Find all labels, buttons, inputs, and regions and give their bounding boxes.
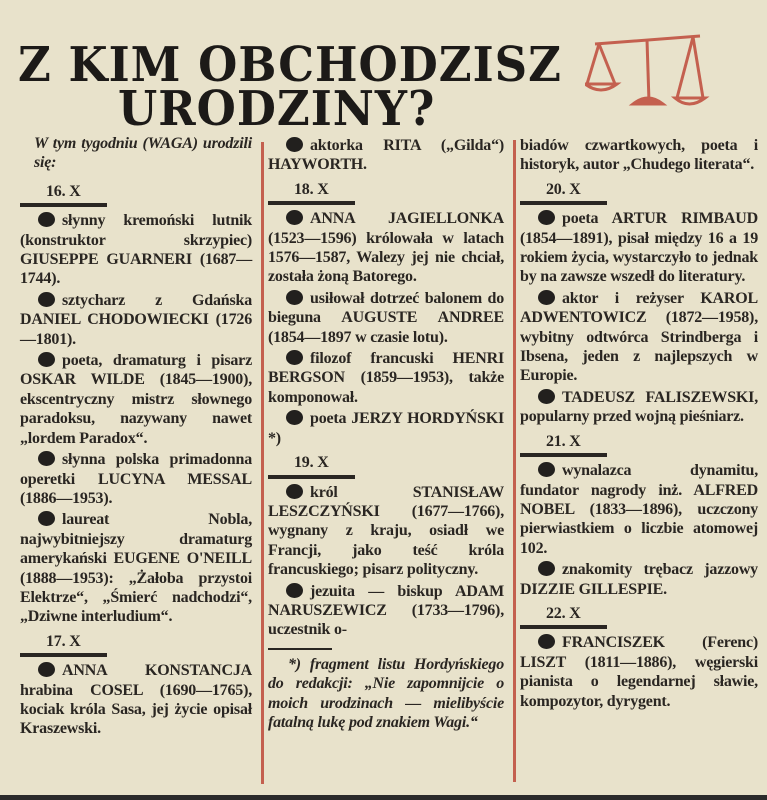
birthday-entry — [20, 211, 252, 289]
bullet-icon — [538, 561, 555, 576]
date-heading: 17. X — [20, 632, 107, 657]
entry-text: znakomity trębacz jazzowy DIZZIE GILLESPIE. — [520, 561, 758, 598]
bullet-icon — [286, 350, 303, 365]
bullet-icon — [286, 484, 303, 499]
libra-scales-icon — [585, 22, 710, 117]
entry-text: usiłował dotrzeć balonem do bieguna AUGUSTE ANDREE (1854—1897 w czasie lotu). — [268, 289, 504, 346]
bullet-icon — [38, 292, 55, 307]
birthday-entry — [20, 661, 252, 739]
footnote-rule — [268, 648, 332, 650]
entry-text: jezuita — biskup ADAM NARUSZEWICZ (1733—1796), uczestnik o- — [268, 582, 504, 639]
entry-text: słynny kremoński lutnik (konstruktor skrzypiec) GIUSEPPE GUARNERI (1687—1744). — [20, 212, 252, 288]
bullet-icon — [286, 210, 303, 225]
headline-line-2: URODZINY? — [118, 80, 436, 137]
birthday-entry — [20, 351, 252, 448]
entry-text: sztycharz z Gdańska DANIEL CHODOWIECKI (1726—1801). — [20, 291, 252, 348]
date-heading: 16. X — [20, 182, 107, 207]
birthday-entry — [20, 510, 252, 626]
birthday-entry — [268, 289, 504, 347]
bullet-icon — [38, 451, 55, 466]
birthday-entry — [520, 388, 758, 427]
bottom-border — [0, 795, 767, 800]
bullet-icon — [38, 352, 55, 367]
bullet-icon — [538, 462, 555, 477]
birthday-entry — [20, 291, 252, 349]
bullet-icon — [286, 137, 303, 152]
entry-text: biadów czwartkowych, poeta i historyk, autor „Chudego literata“. — [520, 137, 758, 174]
birthday-entry — [520, 289, 758, 386]
date-heading: 20. X — [520, 180, 607, 205]
bullet-icon — [38, 662, 55, 677]
entry-text: FRANCISZEK (Ferenc) LISZT (1811—1886), węgierski pianista o legendarnej sławie, kompozytor, dyrygent. — [520, 634, 758, 710]
entry-text: laureat Nobla, najwybitniejszy dramaturg amerykański EUGENE O'NEILL (1888—1953): „Żałoba przystoi Elektrze“, „Śmierć nadchodzi“, „Dziwne interludium“. — [20, 511, 252, 626]
continued-entry — [520, 136, 758, 175]
bullet-icon — [286, 290, 303, 305]
birthday-entry — [268, 409, 504, 448]
entry-text: ANNA KONSTANCJA hrabina COSEL (1690—1765), kociak króla Sasa, jej życie opisał Kraszewski. — [20, 662, 252, 738]
column-3 — [520, 136, 758, 713]
intro-text — [34, 134, 252, 173]
date-heading: 21. X — [520, 432, 607, 457]
birthday-entry — [520, 209, 758, 287]
entry-text: poeta ARTUR RIMBAUD (1854—1891), pisał między 16 a 19 rokiem życia, wystarczyło to jednak by na zawsze wszedł do literatury. — [520, 210, 758, 286]
entry-text: poeta JERZY HORDYŃSKI *) — [268, 410, 504, 447]
birthday-entry — [20, 450, 252, 508]
bullet-icon — [38, 212, 55, 227]
entry-text: wynalazca dynamitu, fundator nagrody inż. ALFRED NOBEL (1833—1896), uczczony pierwiastkiem o liczbie atomowej 102. — [520, 462, 758, 557]
bullet-icon — [38, 511, 55, 526]
bullet-icon — [538, 389, 555, 404]
entry-text: *) fragment listu Hordyńskiego do redakcji: „Nie zapomnijcie o moich urodzinach — mielibyście fatalną lukę pod znakiem Wagi.“ — [268, 655, 504, 731]
column-2 — [268, 136, 504, 734]
entry-text: filozof francuski HENRI BERGSON (1859—1953), także komponował. — [268, 350, 504, 406]
date-heading: 18. X — [268, 180, 355, 205]
birthday-entry — [268, 582, 504, 640]
birthday-entry — [268, 483, 504, 580]
date-heading: 22. X — [520, 604, 607, 629]
date-heading: 19. X — [268, 453, 355, 478]
bullet-icon — [538, 290, 555, 305]
entry-text: poeta, dramaturg i pisarz OSKAR WILDE (1845—1900), ekscentryczny mistrz słownego paradoksu, nazywany nawet „lordem Paradox“. — [20, 352, 252, 447]
entry-text: aktor i reżyser KAROL ADWENTOWICZ (1872—1958), wybitny odtwórca Strindberga i Ibsena, jeden z najlepszych w Europie. — [520, 289, 758, 385]
entry-text: król STANISŁAW LESZCZYŃSKI (1677—1766), wygnany z kraju, osiadł we Francji, jako teść króla francuskiego; pisarz polityczny. — [268, 483, 504, 579]
entry-text: słynna polska primadonna operetki LUCYNA MESSAL (1886—1953). — [20, 451, 252, 507]
birthday-entry — [520, 560, 758, 599]
bullet-icon — [538, 210, 555, 225]
column-rule — [513, 140, 516, 782]
bullet-icon — [538, 634, 555, 649]
birthday-entry — [268, 209, 504, 287]
birthday-entry — [268, 349, 504, 407]
entry-text: aktorka RITA („Gilda“) HAYWORTH. — [268, 137, 504, 174]
birthday-entry — [520, 461, 758, 558]
bullet-icon — [286, 583, 303, 598]
birthday-entry — [520, 633, 758, 711]
entry-text: W tym tygodniu (WAGA) urodzili się: — [34, 135, 252, 172]
bullet-icon — [286, 410, 303, 425]
column-rule — [261, 142, 264, 784]
entry-text: TADEUSZ FALISZEWSKI, popularny przed wojną pieśniarz. — [520, 388, 758, 426]
column-1 — [20, 134, 252, 741]
footnote — [268, 655, 504, 733]
headline-line-1: Z KIM OBCHODZISZ — [18, 36, 563, 93]
birthday-entry — [268, 136, 504, 175]
entry-text: ANNA JAGIELLONKA (1523—1596) królowała w latach 1576—1587, Walezy jej nie chciał, została żoną Batorego. — [268, 210, 504, 286]
